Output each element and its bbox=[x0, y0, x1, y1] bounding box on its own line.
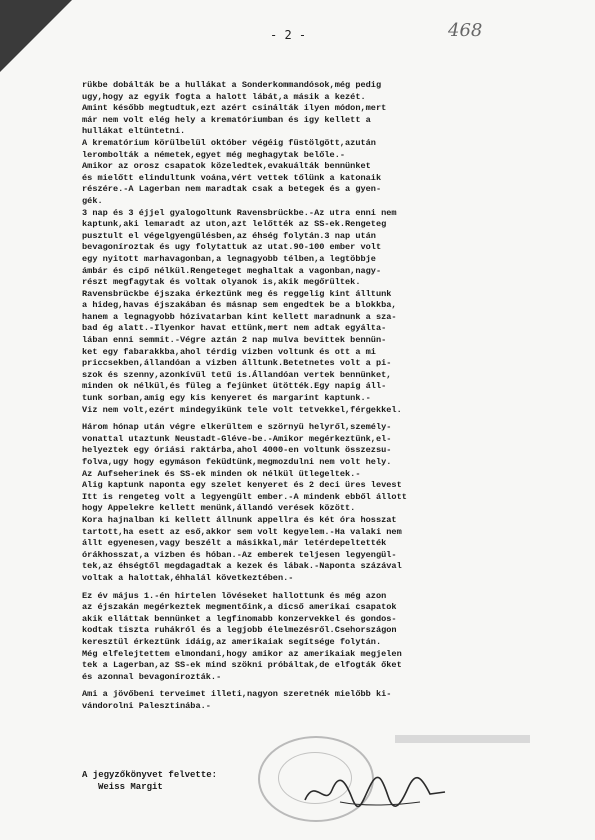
text-line: az éjszakán megérkeztek megmentőink,a dicső amerikai csapatok bbox=[82, 602, 397, 613]
document-body bbox=[82, 80, 550, 718]
text-line: tunk sorban,amig egy kis kenyeret és margarint kaptunk.- bbox=[82, 393, 371, 404]
text-line: Ravensbrückbe éjszaka érkeztünk meg és reggelig kint álltunk bbox=[82, 288, 392, 299]
text-line: ket egy fabarakkba,ahol térdig vizben voltunk és ott a mi bbox=[82, 346, 376, 357]
text-line: minden ok nélkül,és füleg a fejünket ütötték.Egy napig áll- bbox=[82, 381, 387, 392]
handwritten-signature bbox=[300, 772, 450, 812]
redaction-mark bbox=[395, 735, 530, 743]
text-line: folva,ugy hogy egymáson feküdtünk,megmozdulni nem volt hely. bbox=[82, 457, 392, 467]
text-line: tek a Lagerban,az SS-ek mind szökni próbáltak,de elfogták őket bbox=[82, 660, 402, 671]
text-line: vonattal utaztunk Neustadt-Gléve-be.-Amikor megérkeztünk,el- bbox=[82, 433, 392, 444]
text-line: rükbe dobálták be a hullákat a Sonderkommandósok,még pedig bbox=[82, 80, 382, 90]
paragraph bbox=[82, 80, 550, 416]
text-line: részére.-A Lagerban nem maradtak csak a betegek és a gyen- bbox=[82, 184, 382, 195]
text-line: Az Aufseherinek és SS-ek minden ok nélkül ütlegeltek.- bbox=[82, 468, 361, 479]
text-line: gék. bbox=[82, 195, 103, 206]
text-line: már nem volt elég hely a krematóriumban és igy kellett a bbox=[82, 114, 371, 125]
page-number: - 2 - bbox=[270, 28, 307, 42]
text-line: hogy Appelekre kellett menünk,állandó verések között. bbox=[82, 503, 356, 514]
text-line: kodtak tiszta ruhákról és a legjobb élelmezésről.Csehországon bbox=[82, 625, 397, 636]
text-line: a hideg,havas éjszakában és másnap sem engedtek be a blokkba, bbox=[82, 300, 397, 311]
text-line: Amikor az orosz csapatok közeledtek,evakuálták bennünket bbox=[82, 161, 371, 172]
text-line: lában enni semmit.-Végre aztán 2 nap mulva bevittek bennün- bbox=[82, 335, 387, 346]
text-line: helyeztek egy óriási raktárba,ahol 4000-en voltunk összezsu- bbox=[82, 445, 392, 456]
text-line: lerombolták a németek,egyet még meghagytak belőle.- bbox=[82, 149, 346, 160]
text-line: tartott,ha esett az eső,akkor sem volt kegyelem.-Ha valaki nem bbox=[82, 526, 402, 537]
text-line: ámbár és cipő nélkül.Rengeteget meghaltak a vagonban,nagy- bbox=[82, 265, 382, 276]
text-line: bevagoníroztak és ugy folytattuk az utat.90-100 ember volt bbox=[82, 242, 382, 253]
text-line: tek,az éhségtől megdagadtak a kezek és lábak.-Naponta százával bbox=[82, 561, 402, 572]
paragraph bbox=[82, 689, 550, 712]
text-line: kaptunk,aki lemaradt az uton,azt lelőtték az SS-ek.Rengeteg bbox=[82, 219, 387, 230]
text-line: A krematórium körülbelül október végéig füstölgött,azután bbox=[82, 137, 376, 148]
closing-line-1: A jegyzőkönyvet felvette: bbox=[82, 770, 218, 780]
text-line: Itt is rengeteg volt a legyengült ember.-A mindenk ebből állott bbox=[82, 491, 407, 502]
text-line: ugy,hogy az egyik fogta a halott lábát,a másik a kezét. bbox=[82, 91, 366, 102]
text-line: keresztül érkeztünk idáig,az amerikaiak segítsége folytán. bbox=[82, 636, 382, 647]
text-line: Három hónap után végre elkerültem e szörnyü helyről,személy- bbox=[82, 422, 392, 433]
text-line: és mielőtt elindultunk voána,vért vettek tőlünk a katonaik bbox=[82, 172, 382, 183]
text-line: állt egyenesen,vagy beszélt a másikkal,már letérdepeltették bbox=[82, 538, 387, 549]
text-line: egy nyitott marhavagonban,a legnagyobb télben,a legtöbbje bbox=[82, 253, 376, 264]
text-line: Még elfelejtettem elmondani,hogy amikor az amerikaiak megjelen bbox=[82, 648, 402, 659]
text-line: bad ég alatt.-Ilyenkor havat ettünk,mert nem adtak egyálta- bbox=[82, 323, 387, 334]
text-line: vándorolni Palesztinába.- bbox=[82, 700, 211, 711]
paragraph bbox=[82, 591, 550, 684]
text-line: Alig kaptunk naponta egy szelet kenyeret és 2 deci üres levest bbox=[82, 480, 402, 491]
text-line: Ez év május 1.-én hirtelen lövéseket hallottunk és még azon bbox=[82, 590, 387, 601]
text-line: részt megfagytak és voltak olyanok is,akik megőrültek. bbox=[82, 277, 361, 288]
text-line: pusztult el végelgyengülésben,az éhség folytán.3 nap után bbox=[82, 230, 376, 241]
text-line: 3 nap és 3 éjjel gyalogoltunk Ravensbrückbe.-Az utra enni nem bbox=[82, 207, 397, 218]
text-line: Viz nem volt,ezért mindegyikünk tele volt tetvekkel,férgekkel. bbox=[82, 404, 402, 415]
text-line: voltak a halottak,éhhalál következtében.- bbox=[82, 572, 294, 583]
text-line: és azonnal bevagonírozták.- bbox=[82, 671, 222, 682]
text-line: priccsekben,állandóan a vizben álltunk.Betetnetes volt a pi- bbox=[82, 358, 392, 369]
closing-line-2: Weiss Margit bbox=[98, 782, 163, 792]
archive-number: 468 bbox=[448, 20, 483, 41]
paragraph bbox=[82, 422, 550, 584]
text-line: hullákat eltüntetni. bbox=[82, 126, 186, 137]
text-line: hanem a legnagyobb hózivatarban kint kellett maradnunk a sza- bbox=[82, 311, 397, 322]
text-line: Ami a jövőbeni terveimet illeti,nagyon szeretnék mielőbb ki- bbox=[82, 689, 392, 700]
text-line: akik elláttak bennünket a legfinomabb konzervekkel és gondos- bbox=[82, 613, 397, 624]
text-line: órákhosszat,a vizben és hóban.-Az emberek teljesen legyengül- bbox=[82, 549, 397, 560]
text-line: Kora hajnalban ki kellett állnunk appellra és két óra hosszat bbox=[82, 514, 397, 525]
text-line: szok és szenny,azonkívül tetű is.Állandóan vertek bennünket, bbox=[82, 369, 392, 380]
page-corner-shadow bbox=[0, 0, 72, 72]
text-line: Amint később megtudtuk,ezt azért csinálták ilyen módon,mert bbox=[82, 103, 387, 114]
